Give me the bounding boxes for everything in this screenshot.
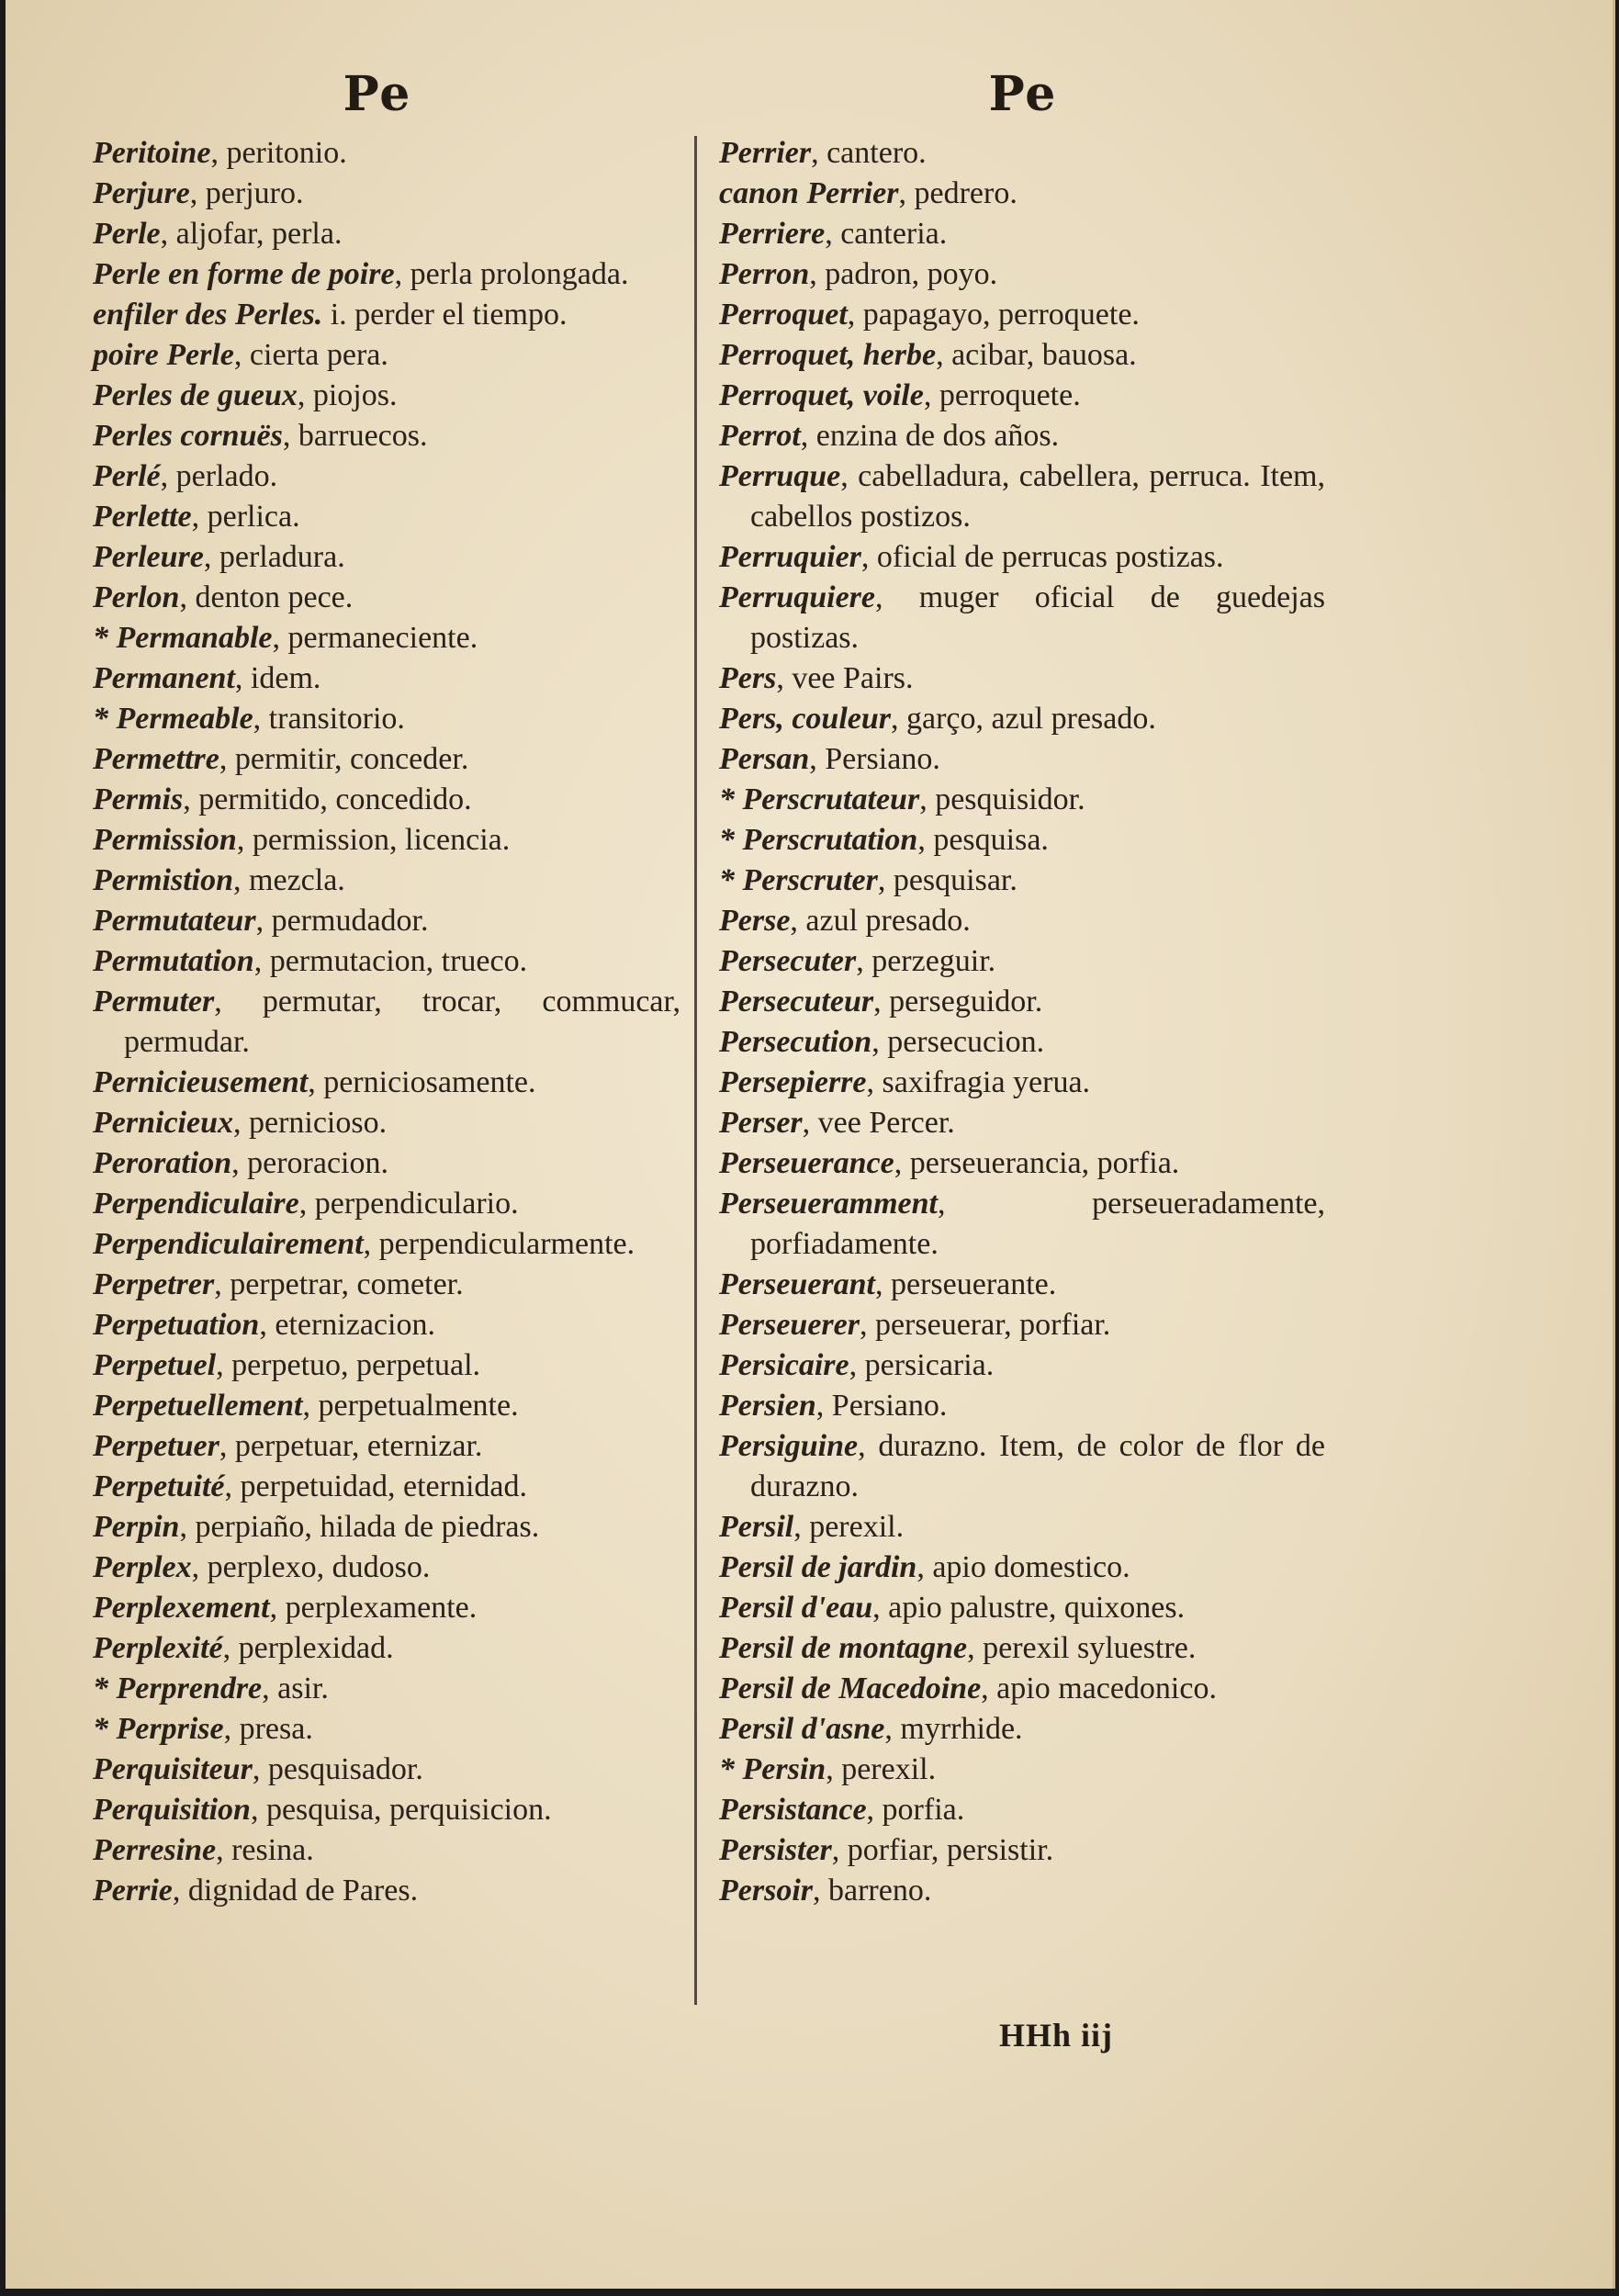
entry-translation: , canteria. [825,217,948,251]
dictionary-entry [719,1143,1325,1184]
entry-headword: Perpetuellement [93,1389,303,1423]
dictionary-entry [719,1103,1325,1143]
entry-translation: , persecucion. [871,1025,1045,1059]
entry-translation: , perexil syluestre. [967,1631,1197,1665]
dictionary-entry [719,941,1325,982]
dictionary-entry [93,1345,680,1386]
entry-headword: Perplex [93,1550,192,1584]
entry-headword: Persister [719,1833,832,1867]
entry-translation: , porfiar, persistir. [831,1833,1054,1867]
entry-translation: , perlica. [191,500,300,534]
entry-headword: enfiler des Perles. [93,298,323,332]
entry-translation: , peritonio. [210,136,347,170]
entry-translation: , durazno. Item, de color de flor de durazno. [750,1429,1325,1503]
dictionary-entry [719,1750,1325,1790]
entry-headword: Perpetuel [93,1348,217,1382]
entry-translation: , permitir, conceder. [219,742,469,776]
entry-translation: , Persiano. [809,742,940,776]
entry-headword: Perpendiculairement [93,1227,364,1261]
dictionary-entry [93,214,680,254]
dictionary-entry [719,1305,1325,1345]
entry-headword: Pers [719,661,777,695]
dictionary-entry [719,133,1325,174]
dictionary-entry [93,1871,680,1911]
dictionary-entry [93,537,680,578]
entry-translation: , perlado. [160,459,278,493]
dictionary-entry [93,335,680,376]
entry-headword: Perrot [719,419,801,453]
dictionary-entry [93,780,680,820]
entry-translation: , perplexamente. [269,1591,478,1625]
entry-translation: , apio palustre, quixones. [872,1591,1186,1625]
dictionary-entry [93,1305,680,1345]
entry-translation: , perseguidor. [873,985,1043,1019]
dictionary-entry [719,1830,1325,1871]
entry-headword: Permuter [93,985,215,1019]
entry-translation: , perplexo, dudoso. [191,1550,431,1584]
entry-translation: , resina. [216,1833,314,1867]
entry-translation: , saxifragia yerua. [866,1065,1091,1099]
entry-translation: , perexil. [793,1510,905,1544]
dictionary-entry [93,133,680,174]
dictionary-entry [719,295,1325,335]
entry-headword: Perpendiculaire [93,1187,299,1221]
dictionary-entry [93,1184,680,1224]
entry-headword: * Perprendre [93,1671,263,1705]
entry-translation: , perpetrar, cometer. [214,1267,464,1301]
entry-headword: Perriere [719,217,826,251]
entry-translation: , idem. [234,661,321,695]
dictionary-entry [719,820,1325,861]
entry-translation: , persicaria. [849,1348,995,1382]
entry-headword: canon Perrier [719,176,899,210]
dictionary-entry [93,376,680,416]
entry-translation: , perpendiculario. [298,1187,519,1221]
dictionary-entry [93,820,680,861]
dictionary-entry [93,739,680,780]
entry-headword: * Perprise [93,1712,224,1746]
entry-headword: Perles cornuës [93,419,283,453]
entry-translation: , perseuerancia, porfia. [894,1146,1180,1180]
dictionary-entry [93,618,680,658]
entry-translation: , pedrero. [898,176,1017,210]
dictionary-entry [719,780,1325,820]
dictionary-entry [93,1265,680,1305]
dictionary-entry [719,699,1325,739]
entry-translation: , perniciosamente. [308,1065,536,1099]
dictionary-entry [93,699,680,739]
entry-headword: Persil d'asne [719,1712,885,1746]
entry-headword: Persil [719,1510,794,1544]
entry-headword: Perroquet [719,298,848,332]
dictionary-entry [93,416,680,456]
dictionary-entry [719,901,1325,941]
entry-translation: , perseueradamente, porfiadamente. [750,1187,1325,1261]
dictionary-entry [719,1063,1325,1103]
entry-headword: Perlon [93,580,180,614]
entry-translation: , denton pece. [179,580,354,614]
dictionary-entry [719,658,1325,699]
entry-headword: Perroquet, herbe [719,338,937,372]
entry-translation: , vee Pairs. [776,661,914,695]
entry-translation: , barreno. [813,1874,932,1908]
entry-translation: , permutar, trocar, commucar, permudar. [124,985,680,1059]
entry-translation: , garço, azul presado. [891,702,1156,736]
entry-translation: , perseuerante. [875,1267,1057,1301]
dictionary-entry [719,1669,1325,1709]
dictionary-entry [719,174,1325,214]
dictionary-entry [93,456,680,497]
entry-headword: Perrie [93,1874,173,1908]
entry-headword: Perseuerance [719,1146,894,1180]
entry-translation: , pesquisa, perquisicion. [250,1793,552,1827]
entry-headword: Perplexité [93,1631,223,1665]
entry-headword: Persien [719,1389,816,1423]
entry-headword: Perroquet, voile [719,378,924,412]
entry-headword: * Permeable [93,702,253,736]
signature-mark: HHh iij [999,2017,1114,2054]
entry-headword: Persil de jardin [719,1550,917,1584]
entry-headword: Perpetuer [93,1429,219,1463]
entry-translation: , cantero. [811,136,927,170]
column-divider [694,136,697,2005]
entry-translation: , permutacion, trueco. [253,944,528,978]
entry-headword: Perjure [93,176,190,210]
dictionary-entry [719,1345,1325,1386]
dictionary-entry [719,1022,1325,1063]
entry-translation: , cabelladura, cabellera, perruca. Item, cabellos postizos. [750,459,1325,534]
dictionary-entry [719,214,1325,254]
dictionary-entry [719,1588,1325,1628]
entry-headword: Persistance [719,1793,867,1827]
entry-translation: , papagayo, perroquete. [847,298,1140,332]
entry-translation: , pesquisar. [877,863,1017,897]
dictionary-entry [93,1790,680,1830]
dictionary-entry [719,861,1325,901]
entry-headword: Permission [93,823,237,857]
dictionary-entry [719,254,1325,295]
dictionary-entry [93,295,680,335]
dictionary-entry [719,1507,1325,1548]
dictionary-entry [719,376,1325,416]
entry-headword: Pers, couleur [719,702,891,736]
entry-headword: Pernicieusement [93,1065,309,1099]
entry-translation: , cierta pera. [233,338,388,372]
entry-headword: Perruquier [719,540,861,574]
entry-headword: Perresine [93,1833,217,1867]
dictionary-entry [93,1628,680,1669]
dictionary-entry [93,901,680,941]
dictionary-entry [719,1386,1325,1426]
entry-translation: , perseuerar, porfiar. [859,1308,1111,1342]
entry-translation: , perzeguir. [856,944,996,978]
dictionary-entry [93,1669,680,1709]
entry-translation: , enzina de dos años. [800,419,1060,453]
dictionary-entry [93,578,680,618]
entry-headword: Perrier [719,136,812,170]
entry-headword: Permutation [93,944,254,978]
entry-headword: Perquisition [93,1793,251,1827]
dictionary-entry [719,578,1325,658]
entry-translation: , myrrhide. [884,1712,1023,1746]
entry-headword: Perseuerant [719,1267,875,1301]
dictionary-entry [719,335,1325,376]
entry-headword: Persicaire [719,1348,849,1382]
entry-translation: , azul presado. [790,904,971,938]
entry-headword: Persepierre [719,1065,867,1099]
entry-headword: * Perscrutateur [719,782,920,816]
entry-headword: Perpin [93,1510,180,1544]
entry-headword: Peroration [93,1146,232,1180]
entry-translation: , permudador. [255,904,429,938]
dictionary-entry [719,537,1325,578]
dictionary-entry [93,1386,680,1426]
entry-headword: Persecuteur [719,985,874,1019]
dictionary-entry [93,1224,680,1265]
dictionary-entry [719,1265,1325,1305]
entry-headword: Pernicieux [93,1106,233,1140]
entry-headword: Perseuerer [719,1308,860,1342]
entry-headword: Perleure [93,540,204,574]
entry-translation: , muger oficial de guedejas postizas. [750,580,1325,655]
entry-headword: Perle [93,217,161,251]
dictionary-entry [93,982,680,1063]
entry-headword: Permis [93,782,184,816]
entry-headword: Permistion [93,863,234,897]
entry-headword: Persan [719,742,810,776]
dictionary-page [6,0,1615,2289]
dictionary-entry [93,254,680,295]
dictionary-entry [719,1548,1325,1588]
entry-translation: , barruecos. [282,419,428,453]
entry-headword: Persecuter [719,944,857,978]
entry-headword: Perplexement [93,1591,270,1625]
dictionary-entry [719,416,1325,456]
dictionary-entry [93,658,680,699]
entry-headword: Perron [719,257,810,291]
dictionary-entry [719,1426,1325,1507]
entry-translation: , asir. [262,1671,329,1705]
entry-headword: Perruque [719,459,841,493]
dictionary-entry [93,1548,680,1588]
dictionary-entry [93,1750,680,1790]
entry-headword: Perles de gueux [93,378,298,412]
entry-translation: , acibar, bauosa. [936,338,1137,372]
dictionary-entry [719,1709,1325,1750]
entry-translation: , apio macedonico. [981,1671,1217,1705]
entry-translation: , padron, poyo. [809,257,998,291]
dictionary-entry [719,456,1325,537]
entry-headword: Permutateur [93,904,256,938]
entry-translation: , permaneciente. [272,621,478,655]
entry-headword: Perse [719,904,791,938]
entry-translation: , perplexidad. [222,1631,394,1665]
entry-translation: , dignidad de Pares. [172,1874,419,1908]
dictionary-entry [719,1628,1325,1669]
entry-headword: Persil de montagne [719,1631,968,1665]
entry-translation: , pesquisa. [917,823,1049,857]
dictionary-entry [93,1063,680,1103]
dictionary-entry [93,1143,680,1184]
entry-translation: , pesquisador. [252,1752,423,1786]
entry-translation: , peroracion. [231,1146,388,1180]
entry-translation: , perroquete. [923,378,1081,412]
entry-translation: , perpendicularmente. [363,1227,635,1261]
entry-headword: Perpetrer [93,1267,215,1301]
entry-headword: Perpetuation [93,1308,260,1342]
dictionary-entry [719,1184,1325,1265]
dictionary-entry [93,1103,680,1143]
entry-translation: , eternizacion. [259,1308,435,1342]
dictionary-entry [93,1426,680,1467]
entry-headword: Persil d'eau [719,1591,873,1625]
entry-translation: , permission, licencia. [236,823,511,857]
entry-headword: Perquisiteur [93,1752,253,1786]
entry-translation: , piojos. [297,378,398,412]
dictionary-entry [719,1790,1325,1830]
left-column-header: Pe [343,66,412,122]
entry-headword: * Persin [719,1752,826,1786]
entry-translation: , vee Percer. [802,1106,955,1140]
entry-headword: Persoir [719,1874,813,1908]
entry-translation: i. perder el tiempo. [322,298,568,332]
entry-translation: , Persiano. [815,1389,948,1423]
entry-translation: , perpetuo, perpetual. [216,1348,481,1382]
entry-translation: , apio domestico. [916,1550,1130,1584]
entry-translation: , pernicioso. [232,1106,388,1140]
dictionary-entry [93,1588,680,1628]
entry-translation: , transitorio. [253,702,405,736]
entry-translation: , perpetuidad, eternidad. [224,1469,528,1503]
entry-headword: Persecution [719,1025,872,1059]
entry-translation: , porfia. [866,1793,965,1827]
dictionary-entry [93,1507,680,1548]
dictionary-entry [719,1871,1325,1911]
dictionary-entry [93,174,680,214]
entry-headword: * Permanable [93,621,273,655]
entry-translation: , pesquisidor. [919,782,1085,816]
entry-headword: poire Perle [93,338,234,372]
dictionary-entry [93,1467,680,1507]
entry-translation: , perexil. [826,1752,937,1786]
dictionary-entry [93,1830,680,1871]
entry-headword: * Perscruter [719,863,878,897]
entry-headword: Persil de Macedoine [719,1671,982,1705]
entry-headword: Persiguine [719,1429,859,1463]
entry-translation: , perla prolongada. [394,257,629,291]
dictionary-entry [719,982,1325,1022]
entry-translation: , oficial de perrucas postizas. [860,540,1224,574]
entry-headword: Perser [719,1106,803,1140]
entry-headword: Peritoine [93,136,211,170]
right-column-header: Pe [988,66,1058,122]
entry-translation: , mezcla. [233,863,345,897]
dictionary-entry [719,739,1325,780]
right-column [719,133,1325,1911]
entry-headword: * Perscrutation [719,823,918,857]
entry-translation: , perladura. [203,540,345,574]
entry-headword: Perseueramment [719,1187,938,1221]
entry-translation: , presa. [223,1712,313,1746]
dictionary-entry [93,1709,680,1750]
left-column [93,133,680,1911]
dictionary-entry [93,497,680,537]
entry-headword: Permanent [93,661,235,695]
entry-translation: , aljofar, perla. [160,217,343,251]
entry-headword: Perpetuité [93,1469,225,1503]
entry-translation: , perjuro. [189,176,304,210]
entry-headword: Perlette [93,500,192,534]
entry-translation: , permitido, concedido. [183,782,472,816]
dictionary-entry [93,941,680,982]
entry-headword: Perruquiere [719,580,875,614]
entry-headword: Perle en forme de poire [93,257,395,291]
entry-translation: , perpetuar, eternizar. [219,1429,483,1463]
dictionary-entry [93,861,680,901]
entry-headword: Permettre [93,742,219,776]
entry-translation: , perpiaño, hilada de piedras. [179,1510,540,1544]
entry-headword: Perlé [93,459,161,493]
entry-translation: , perpetualmente. [302,1389,519,1423]
